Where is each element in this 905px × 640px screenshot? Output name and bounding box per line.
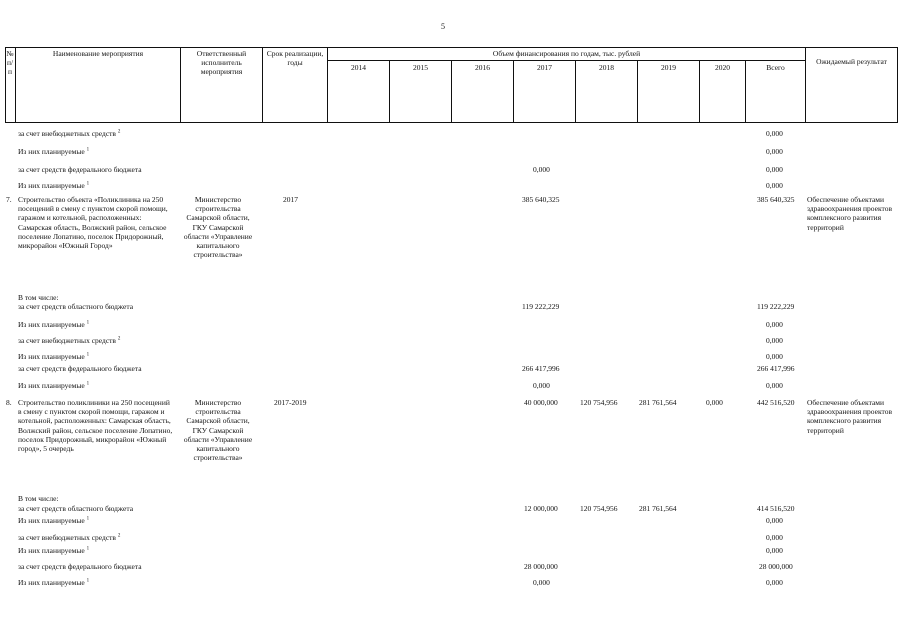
item7-period: 2017 [283, 195, 298, 204]
row-label: за счет внебюджетных средств $^2$ [18, 336, 121, 345]
row-label: за счет средств федерального бюджета [18, 165, 142, 174]
item8-total: 442 516,520 [757, 398, 795, 407]
row-2017: 0,000 [533, 578, 550, 587]
row-label: за счет внебюджетных средств $^2$ [18, 533, 121, 542]
header-funding: Объем финансирования по годам, тыс. рублей [492, 49, 641, 58]
row-label: Из них планируемые $^1$ [18, 578, 90, 587]
row-2017: 0,000 [533, 165, 550, 174]
header-year-2015: 2015 [413, 63, 428, 72]
header-name: Наименование мероприятия [52, 49, 144, 58]
item8-executor: Министерство строительства Самарской области, ГКУ Самарской области «Управление капитального строительства» [183, 398, 253, 463]
item7-result: Обеспечение объектами здравоохранения проектов комплексного развития территорий [807, 195, 892, 232]
header-num: № п/п [6, 49, 14, 76]
row-label: Из них планируемые $^1$ [18, 147, 90, 156]
row-total: 414 516,520 [757, 504, 795, 513]
row-total: 266 417,996 [757, 364, 795, 373]
row-total: 28 000,000 [759, 562, 793, 571]
row-2017: 266 417,996 [522, 364, 560, 373]
item8-period: 2017-2019 [274, 398, 307, 407]
row-label: за счет внебюджетных средств $^2$ [18, 129, 121, 138]
row-2017: 0,000 [533, 381, 550, 390]
table-header [5, 47, 898, 123]
header-total: Всего [766, 63, 785, 72]
row-total: 0,000 [766, 352, 783, 361]
row-total: 0,000 [766, 381, 783, 390]
header-year-2019: 2019 [661, 63, 676, 72]
item8-2018: 120 754,956 [580, 398, 618, 407]
row-label: за счет средств федерального бюджета [18, 562, 142, 571]
row-total: 0,000 [766, 533, 783, 542]
row-total: 0,000 [766, 336, 783, 345]
item8-name: Строительство поликлиники на 250 посещений в смену с пунктом скорой помощи, гаражом и котельной, расположенных: Самарская область, Волжский район, сельское поселение Лопатино, поселок Придорожный, микрорайон «Южный город», 5 очередь [18, 398, 173, 454]
row-label: Из них планируемые $^1$ [18, 381, 90, 390]
row-total: 0,000 [766, 320, 783, 329]
row-2017: 12 000,000 [524, 504, 558, 513]
row-2018: 120 754,956 [580, 504, 618, 513]
row-total: 0,000 [766, 147, 783, 156]
item8-num: 8. [6, 398, 12, 407]
item7-executor: Министерство строительства Самарской области, ГКУ Самарской области «Управление капитального строительства» [183, 195, 253, 260]
row-total: 0,000 [766, 165, 783, 174]
row-label: Из них планируемые $^1$ [18, 181, 90, 190]
row-total: 119 222,229 [757, 302, 795, 311]
row-label: за счет средств областного бюджета [18, 504, 134, 513]
item8-2017: 40 000,000 [524, 398, 558, 407]
row-label: Из них планируемые $^1$ [18, 516, 90, 525]
item8-2019: 281 761,564 [639, 398, 677, 407]
header-year-2020: 2020 [715, 63, 730, 72]
row-total: 0,000 [766, 516, 783, 525]
row-total: 0,000 [766, 546, 783, 555]
row-total: 0,000 [766, 578, 783, 587]
row-2017: 28 000,000 [524, 562, 558, 571]
row-total: 0,000 [766, 129, 783, 138]
header-year-2017: 2017 [537, 63, 552, 72]
item8-2020: 0,000 [706, 398, 723, 407]
header-year-2016: 2016 [475, 63, 490, 72]
row-total: 0,000 [766, 181, 783, 190]
row-label: Из них планируемые $^1$ [18, 546, 90, 555]
header-year-2014: 2014 [351, 63, 366, 72]
page-number: 5 [441, 22, 445, 31]
item8-result: Обеспечение объектами здравоохранения проектов комплексного развития территорий [807, 398, 892, 435]
item7-incl: В том числе: [18, 293, 59, 302]
item7-2017: 385 640,325 [522, 195, 560, 204]
row-2019: 281 761,564 [639, 504, 677, 513]
item8-incl: В том числе: [18, 494, 59, 503]
row-label: Из них планируемые $^1$ [18, 352, 90, 361]
row-label: за счет средств федерального бюджета [18, 364, 142, 373]
header-period: Срок реализации, годы [266, 49, 324, 67]
header-year-2018: 2018 [599, 63, 614, 72]
header-executor: Ответственный исполнитель мероприятия [196, 49, 247, 76]
row-2017: 119 222,229 [522, 302, 560, 311]
item7-num: 7. [6, 195, 12, 204]
item7-name: Строительство объекта «Поликлиника на 250 посещений в смену с пунктом скорой помощи, гаражом и котельной, расположенных: Самарская область, Волжский район, сельское поселение Лопатино, поселок Придорожный, микрорайон «Южный Город» [18, 195, 168, 251]
row-label: за счет средств областного бюджета [18, 302, 134, 311]
row-label: Из них планируемые $^1$ [18, 320, 90, 329]
item7-total: 385 640,325 [757, 195, 795, 204]
header-result: Ожидаемый результат [816, 57, 887, 66]
